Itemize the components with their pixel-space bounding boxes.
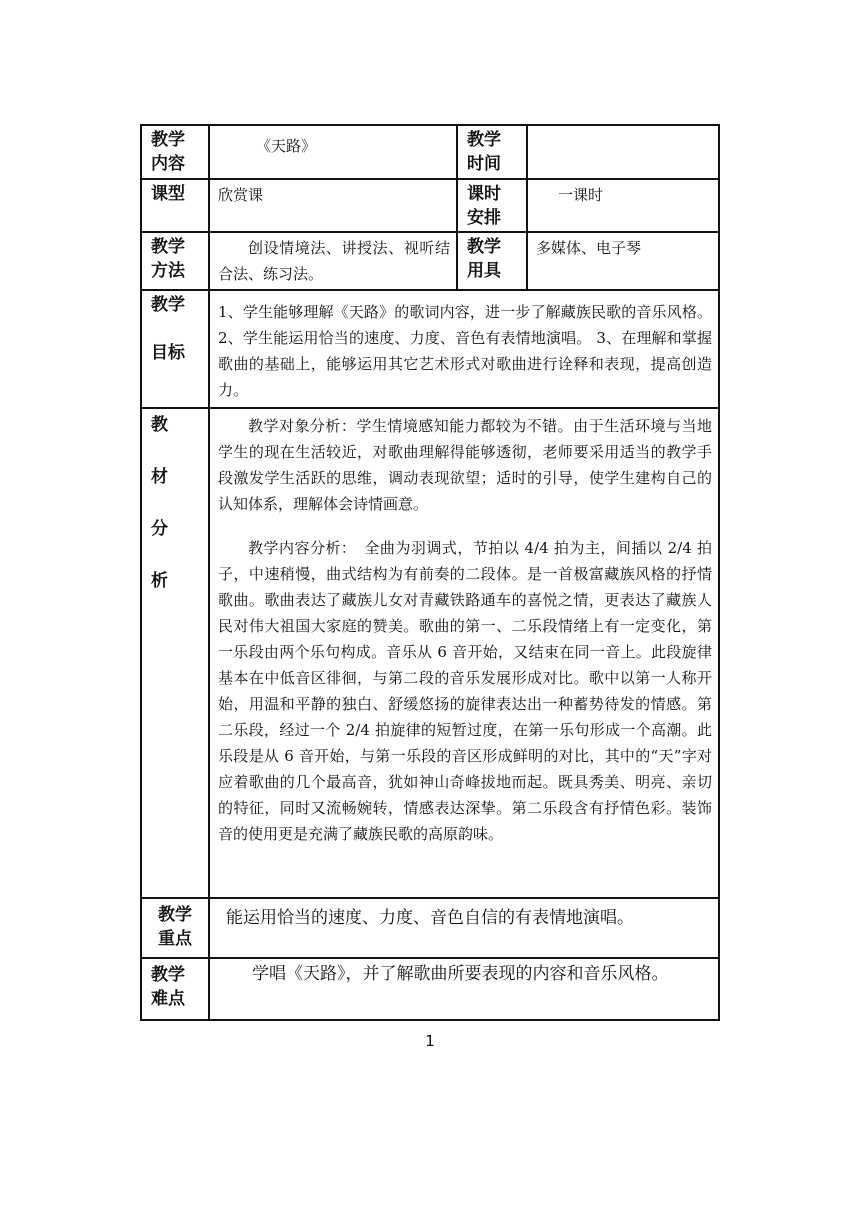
row-type	[141, 179, 719, 232]
value-lesson-type	[209, 179, 457, 232]
row-analysis	[141, 408, 719, 898]
tools-text: 多媒体、电子琴	[536, 239, 642, 257]
value-teaching-time	[527, 125, 719, 179]
row-content	[141, 125, 719, 179]
page-number: 1	[425, 1032, 435, 1050]
hours-text: 一课时	[558, 186, 604, 204]
label-teaching-tools: 教学 用具	[457, 232, 527, 290]
label-material-analysis: 教 材 分 析	[141, 408, 209, 898]
value-material-analysis	[209, 408, 719, 898]
value-teaching-goals	[209, 290, 719, 408]
label-teaching-method: 教学 方法	[141, 232, 209, 290]
label-teaching-goals: 教学 目标	[141, 290, 209, 408]
value-hours	[527, 179, 719, 232]
row-method	[141, 232, 719, 290]
value-difficulties	[209, 958, 719, 1020]
row-key-points	[141, 898, 719, 958]
label-hours: 课时 安排	[457, 179, 527, 232]
row-goals	[141, 290, 719, 408]
label-teaching-content: 教学 内容	[141, 125, 209, 179]
analysis-para-content: 教学内容分析： 全曲为羽调式，节拍以 4/4 拍为主，间插以 2/4 拍子，中速稍慢，曲式结构为有前奏的二段体。是一首极富藏族风格的抒情歌曲。歌曲表达了藏族儿女对青藏铁路通车的喜悦之情，更表达了藏族人民对伟大祖国大家庭的赞美。歌曲的第一、二乐段情绪上有一定变化，第一乐段由两个乐句构成。音乐从 6 音开始，又结束在同一音上。此段旋律基本在中低音区徘徊，与第二段的音乐发展形成对比。歌中以第一人称开始，用温和平静的独白、舒缓悠扬的旋律表达出一种蓄势待发的情感。第二乐段，经过一个 2/4 拍旋律的短暂过度，在第一乐句形成一个高潮。此乐段是从 6 音开始，与第一乐段的音区形成鲜明的对比，其中的“天”字对应着歌曲的几个最高音，犹如神山奇峰拔地而起。既具秀美、明亮、亲切的特征，同时又流畅婉转，情感表达深挚。第二乐段含有抒情色彩。装饰音的使用更是充满了藏族民歌的高原韵味。	[218, 539, 712, 843]
key-points-text: 能运用恰当的速度、力度、音色自信的有表情地演唱。	[226, 908, 634, 928]
value-teaching-content	[209, 125, 457, 179]
goals-text: 1、学生能够理解《天路》的歌词内容，进一步了解藏族民歌的音乐风格。 2、学生能运用恰当的速度、力度、音色有表情地演唱。 3、在理解和掌握歌曲的基础上，能够运用其它艺术形式对歌曲进行诠释和表现，提高创造力。	[218, 303, 712, 399]
label-key-points: 教学 重点	[141, 898, 209, 958]
lesson-type-text: 欣赏课	[218, 186, 264, 204]
difficulties-text: 学唱《天路》，并了解歌曲所要表现的内容和音乐风格。	[252, 964, 669, 984]
method-text: 创设情境法、讲授法、视听结合法、练习法。	[218, 239, 450, 283]
analysis-para-students: 教学对象分析：学生情境感知能力都较为不错。由于生活环境与当地学生的现在生活较近，对歌曲理解得能够透彻，老师要采用适当的教学手段激发学生活跃的思维，调动表现欲望；适时的引导，使学生建构自己的认知体系，理解体会诗情画意。	[218, 417, 712, 513]
label-teaching-time: 教学 时间	[457, 125, 527, 179]
value-teaching-method	[209, 232, 457, 290]
value-teaching-tools	[527, 232, 719, 290]
lesson-plan-table	[140, 124, 720, 1021]
song-title: 《天路》	[256, 137, 317, 155]
value-key-points	[209, 898, 719, 958]
label-lesson-type: 课型	[141, 179, 209, 232]
label-difficulties: 教学 难点	[141, 958, 209, 1020]
row-difficulties	[141, 958, 719, 1020]
